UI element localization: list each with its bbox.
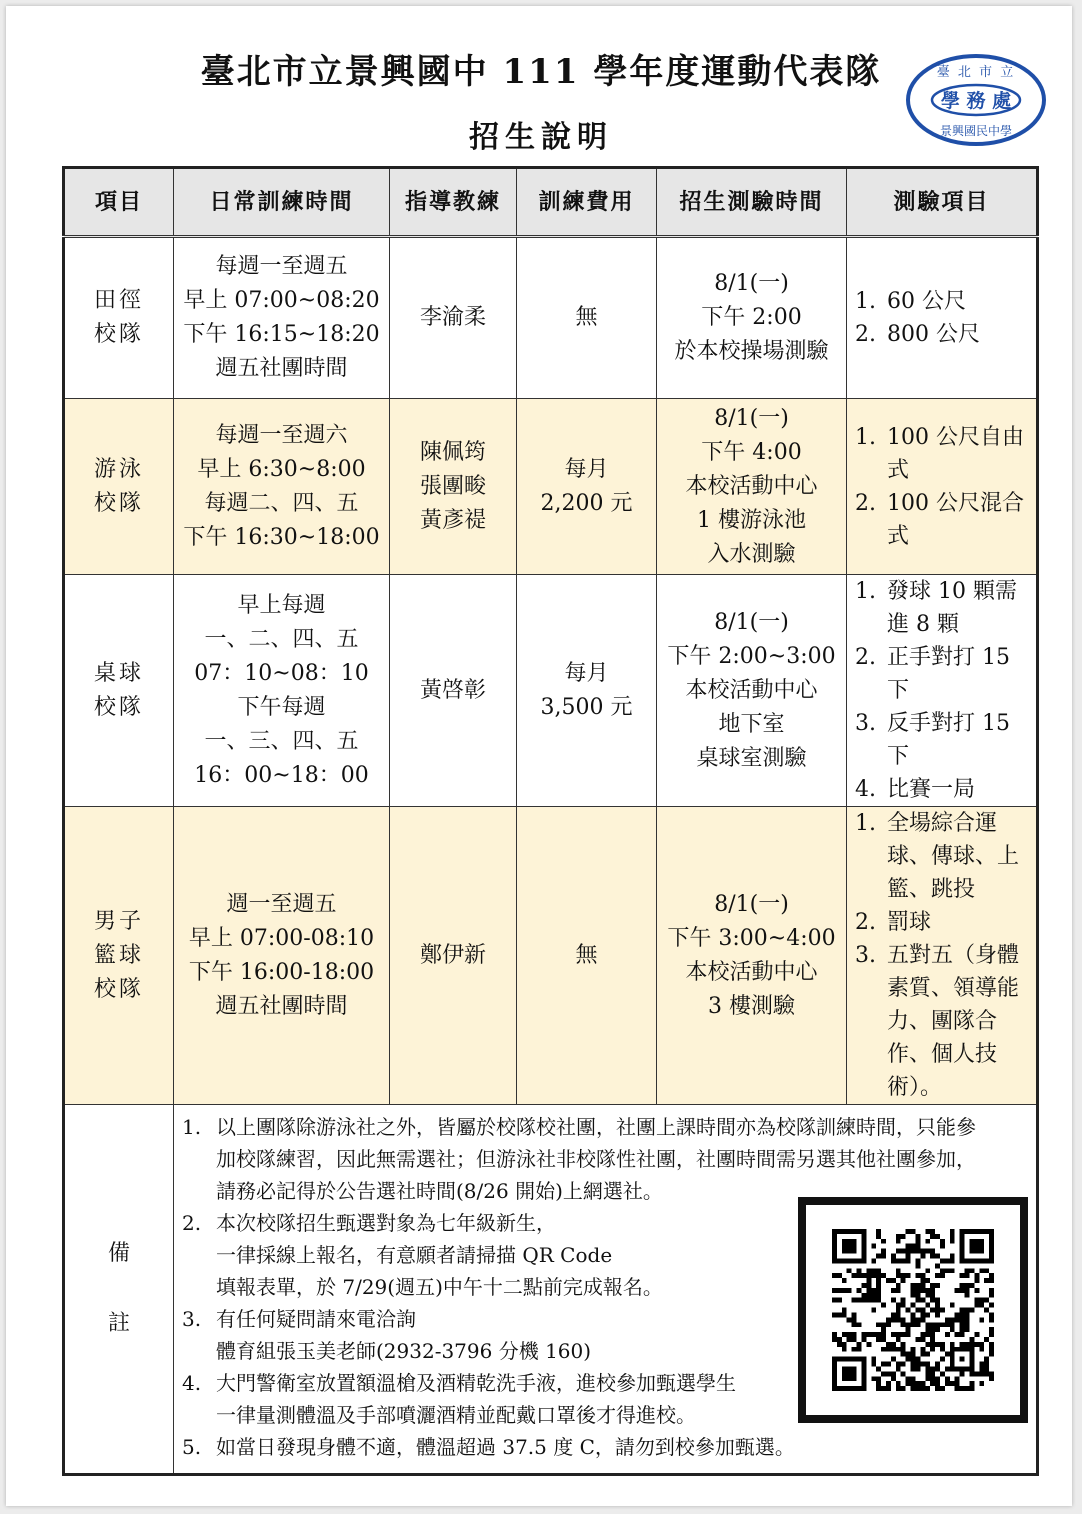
test-time-line: 下午 4:00 bbox=[701, 439, 802, 465]
test-number: 4. bbox=[855, 777, 876, 802]
test-text: 正手對打 15 下 bbox=[887, 645, 1010, 703]
item-line: 校隊 bbox=[93, 490, 144, 516]
header-schedule: 日常訓練時間 bbox=[174, 168, 390, 237]
test-number: 1. bbox=[855, 579, 876, 604]
cell-test-time bbox=[657, 399, 847, 575]
test-text: 100 公尺混合式 bbox=[887, 490, 1024, 549]
table-row bbox=[64, 399, 1038, 575]
test-time-line: 1 樓游泳池 bbox=[697, 507, 806, 533]
cell-schedule bbox=[174, 399, 390, 575]
schedule-line: 16：00~18：00 bbox=[194, 762, 369, 788]
table-row bbox=[64, 575, 1038, 807]
test-number: 2. bbox=[855, 322, 876, 347]
coach-line: 張團畯 bbox=[419, 473, 486, 499]
cell-test-time bbox=[657, 807, 847, 1105]
header-fee: 訓練費用 bbox=[517, 168, 657, 237]
cell-coach bbox=[390, 575, 517, 807]
cell-coach bbox=[390, 807, 517, 1105]
test-item bbox=[855, 707, 1036, 773]
schedule-line: 每週一至週五 bbox=[215, 254, 348, 279]
test-time-line: 本校活動中心 bbox=[685, 959, 818, 985]
item-line: 游泳 bbox=[93, 456, 144, 482]
test-item bbox=[855, 575, 1036, 641]
header-coach: 指導教練 bbox=[390, 168, 517, 237]
schedule-line: 早上每週 bbox=[237, 592, 326, 618]
schedule-line: 每週一至週六 bbox=[215, 422, 348, 448]
test-time-line: 桌球室測驗 bbox=[696, 745, 807, 771]
notes-label bbox=[64, 1105, 174, 1475]
fee-line: 無 bbox=[575, 942, 598, 968]
item-line: 田徑 bbox=[93, 288, 144, 313]
note-body bbox=[216, 1431, 1036, 1463]
test-time-line: 下午 3:00~4:00 bbox=[667, 925, 836, 951]
test-text: 800 公尺 bbox=[887, 322, 980, 347]
header-test-time: 招生測驗時間 bbox=[657, 168, 847, 237]
test-item bbox=[855, 773, 1036, 806]
note-body bbox=[216, 1111, 1036, 1207]
test-time-line: 8/1(一) bbox=[714, 405, 789, 431]
coach-line: 黃啓彰 bbox=[419, 677, 486, 703]
note-item bbox=[174, 1111, 1036, 1207]
cell-test-time bbox=[657, 575, 847, 807]
note-line: 如當日發現身體不適，體溫超過 37.5 度 C，請勿到校參加甄選。 bbox=[216, 1435, 795, 1459]
test-time-line: 下午 2:00 bbox=[701, 305, 802, 330]
test-time-line: 入水測驗 bbox=[707, 541, 796, 567]
note-line: 本次校隊招生甄選對象為七年級新生， bbox=[216, 1211, 556, 1235]
note-number: 1. bbox=[182, 1115, 202, 1139]
note-number: 2. bbox=[182, 1211, 202, 1235]
note-number: 4. bbox=[182, 1371, 202, 1395]
test-number: 1. bbox=[855, 811, 876, 836]
qr-code[interactable] bbox=[798, 1197, 1028, 1423]
cell-tests bbox=[847, 237, 1038, 399]
note-line: 以上團隊除游泳社之外，皆屬於校隊校社團，社團上課時間亦為校隊訓練時間，只能參 bbox=[216, 1115, 976, 1139]
test-time-line: 3 樓測驗 bbox=[708, 993, 795, 1019]
note-number: 3. bbox=[182, 1307, 202, 1331]
note-line: 請務必記得於公告選社時間(8/26 開始)上網選社。 bbox=[216, 1179, 663, 1203]
schedule-line: 早上 07:00-08:10 bbox=[188, 925, 375, 951]
test-time-line: 本校活動中心 bbox=[685, 473, 818, 499]
school-seal-stamp bbox=[904, 52, 1048, 148]
cell-schedule bbox=[174, 575, 390, 807]
test-text: 比賽一局 bbox=[887, 777, 976, 802]
svg-text:景興國民中學: 景興國民中學 bbox=[939, 124, 1013, 138]
cell-fee bbox=[517, 807, 657, 1105]
header-tests: 測驗項目 bbox=[847, 168, 1038, 237]
test-item bbox=[855, 421, 1036, 487]
test-number: 3. bbox=[855, 943, 876, 968]
note-line: 體育組張玉美老師(2932-3796 分機 160) bbox=[216, 1339, 592, 1363]
item-line: 桌球 bbox=[93, 660, 144, 686]
recruitment-table bbox=[62, 166, 1039, 1476]
note-line: 一律採線上報名，有意願者請掃描 QR Code bbox=[216, 1243, 613, 1267]
test-number: 3. bbox=[855, 711, 876, 736]
test-number: 2. bbox=[855, 645, 876, 670]
test-item bbox=[855, 487, 1036, 553]
cell-fee bbox=[517, 237, 657, 399]
test-time-line: 8/1(一) bbox=[714, 891, 789, 917]
cell-test-time bbox=[657, 237, 847, 399]
coach-line: 鄭伊新 bbox=[419, 942, 486, 968]
schedule-line: 下午每週 bbox=[237, 694, 326, 720]
fee-line: 3,500 元 bbox=[540, 694, 633, 720]
schedule-line: 週五社團時間 bbox=[215, 356, 348, 381]
cell-tests bbox=[847, 807, 1038, 1105]
test-number: 1. bbox=[855, 289, 876, 314]
cell-schedule bbox=[174, 237, 390, 399]
note-line: 填報表單，於 7/29(週五)中午十二點前完成報名。 bbox=[216, 1275, 663, 1299]
note-line: 有任何疑問請來電洽詢 bbox=[216, 1307, 416, 1331]
coach-line: 李渝柔 bbox=[419, 305, 486, 330]
notes-cell bbox=[174, 1105, 1038, 1475]
test-item bbox=[855, 318, 1036, 351]
test-text: 100 公尺自由式 bbox=[887, 424, 1024, 483]
schedule-line: 下午 16:15~18:20 bbox=[183, 322, 380, 347]
test-time-line: 地下室 bbox=[718, 711, 785, 737]
item-line: 校隊 bbox=[93, 976, 144, 1002]
cell-item bbox=[64, 399, 174, 575]
notes-row bbox=[64, 1105, 1038, 1475]
schedule-line: 一、二、四、五 bbox=[204, 626, 359, 652]
notes-label-line: 備 bbox=[107, 1241, 130, 1266]
note-line: 大門警衛室放置額溫槍及酒精乾洗手液，進校參加甄選學生 bbox=[216, 1371, 736, 1395]
document-title: 臺北市立景興國中 111 學年度運動代表隊 bbox=[200, 52, 882, 92]
test-item bbox=[855, 641, 1036, 707]
test-number: 1. bbox=[855, 424, 876, 450]
notes-label-line: 註 bbox=[107, 1311, 130, 1336]
test-time-line: 8/1(一) bbox=[714, 609, 789, 635]
test-number: 2. bbox=[855, 910, 876, 935]
cell-fee bbox=[517, 399, 657, 575]
coach-line: 黃彥禔 bbox=[419, 507, 486, 533]
table-row bbox=[64, 237, 1038, 399]
test-text: 發球 10 顆需進 8 顆 bbox=[887, 579, 1017, 637]
item-line: 校隊 bbox=[93, 322, 144, 347]
fee-line: 每月 bbox=[564, 660, 609, 686]
test-item bbox=[855, 906, 1036, 939]
fee-line: 每月 bbox=[564, 456, 609, 482]
test-time-line: 本校活動中心 bbox=[685, 677, 818, 703]
cell-item bbox=[64, 807, 174, 1105]
test-text: 60 公尺 bbox=[887, 289, 966, 314]
note-line: 一律量測體溫及手部噴灑酒精並配戴口罩後才得進校。 bbox=[216, 1403, 696, 1427]
note-number: 5. bbox=[182, 1435, 202, 1459]
schedule-line: 早上 6:30~8:00 bbox=[197, 456, 366, 482]
svg-text:學 務 處: 學 務 處 bbox=[940, 90, 1012, 112]
cell-coach bbox=[390, 237, 517, 399]
item-line: 校隊 bbox=[93, 694, 144, 720]
schedule-line: 下午 16:30~18:00 bbox=[183, 524, 380, 550]
test-time-line: 下午 2:00~3:00 bbox=[667, 643, 836, 669]
fee-line: 無 bbox=[575, 305, 598, 330]
test-text: 全場綜合運球、傳球、上籃、跳投 bbox=[887, 811, 1020, 902]
cell-item bbox=[64, 237, 174, 399]
test-time-line: 於本校操場測驗 bbox=[674, 339, 829, 364]
test-text: 五對五（身體素質、領導能力、團隊合作、個人技術）。 bbox=[887, 943, 1020, 1100]
schedule-line: 每週二、四、五 bbox=[204, 490, 359, 516]
test-time-line: 8/1(一) bbox=[714, 271, 789, 296]
test-item bbox=[855, 939, 1036, 1104]
item-line: 籃球 bbox=[93, 942, 144, 968]
item-line: 男子 bbox=[93, 908, 144, 934]
qr-code-pattern bbox=[830, 1229, 996, 1391]
cell-item bbox=[64, 575, 174, 807]
schedule-line: 一、三、四、五 bbox=[204, 728, 359, 754]
cell-tests bbox=[847, 575, 1038, 807]
schedule-line: 早上 07:00~08:20 bbox=[183, 288, 380, 313]
cell-tests bbox=[847, 399, 1038, 575]
test-item bbox=[855, 285, 1036, 318]
fee-line: 2,200 元 bbox=[540, 490, 633, 516]
schedule-line: 下午 16:00-18:00 bbox=[188, 959, 375, 985]
coach-line: 陳佩筠 bbox=[419, 439, 486, 465]
note-line: 加校隊練習，因此無需選社；但游泳社非校隊性社團，社團時間需另選其他社團參加， bbox=[216, 1147, 976, 1171]
cell-schedule bbox=[174, 807, 390, 1105]
note-item bbox=[174, 1431, 1036, 1463]
cell-coach bbox=[390, 399, 517, 575]
test-text: 罰球 bbox=[887, 910, 932, 935]
document-subtitle: 招生說明 bbox=[469, 120, 613, 155]
test-item bbox=[855, 807, 1036, 906]
table-header-row bbox=[64, 168, 1038, 237]
cell-fee bbox=[517, 575, 657, 807]
schedule-line: 07：10~08：10 bbox=[194, 660, 369, 686]
test-text: 反手對打 15 下 bbox=[887, 711, 1010, 769]
svg-text:臺 北 市 立: 臺 北 市 立 bbox=[936, 65, 1016, 80]
test-number: 2. bbox=[855, 490, 876, 516]
header-item: 項目 bbox=[64, 168, 174, 237]
schedule-line: 週五社團時間 bbox=[215, 993, 348, 1019]
schedule-line: 週一至週五 bbox=[226, 891, 337, 917]
table-row bbox=[64, 807, 1038, 1105]
